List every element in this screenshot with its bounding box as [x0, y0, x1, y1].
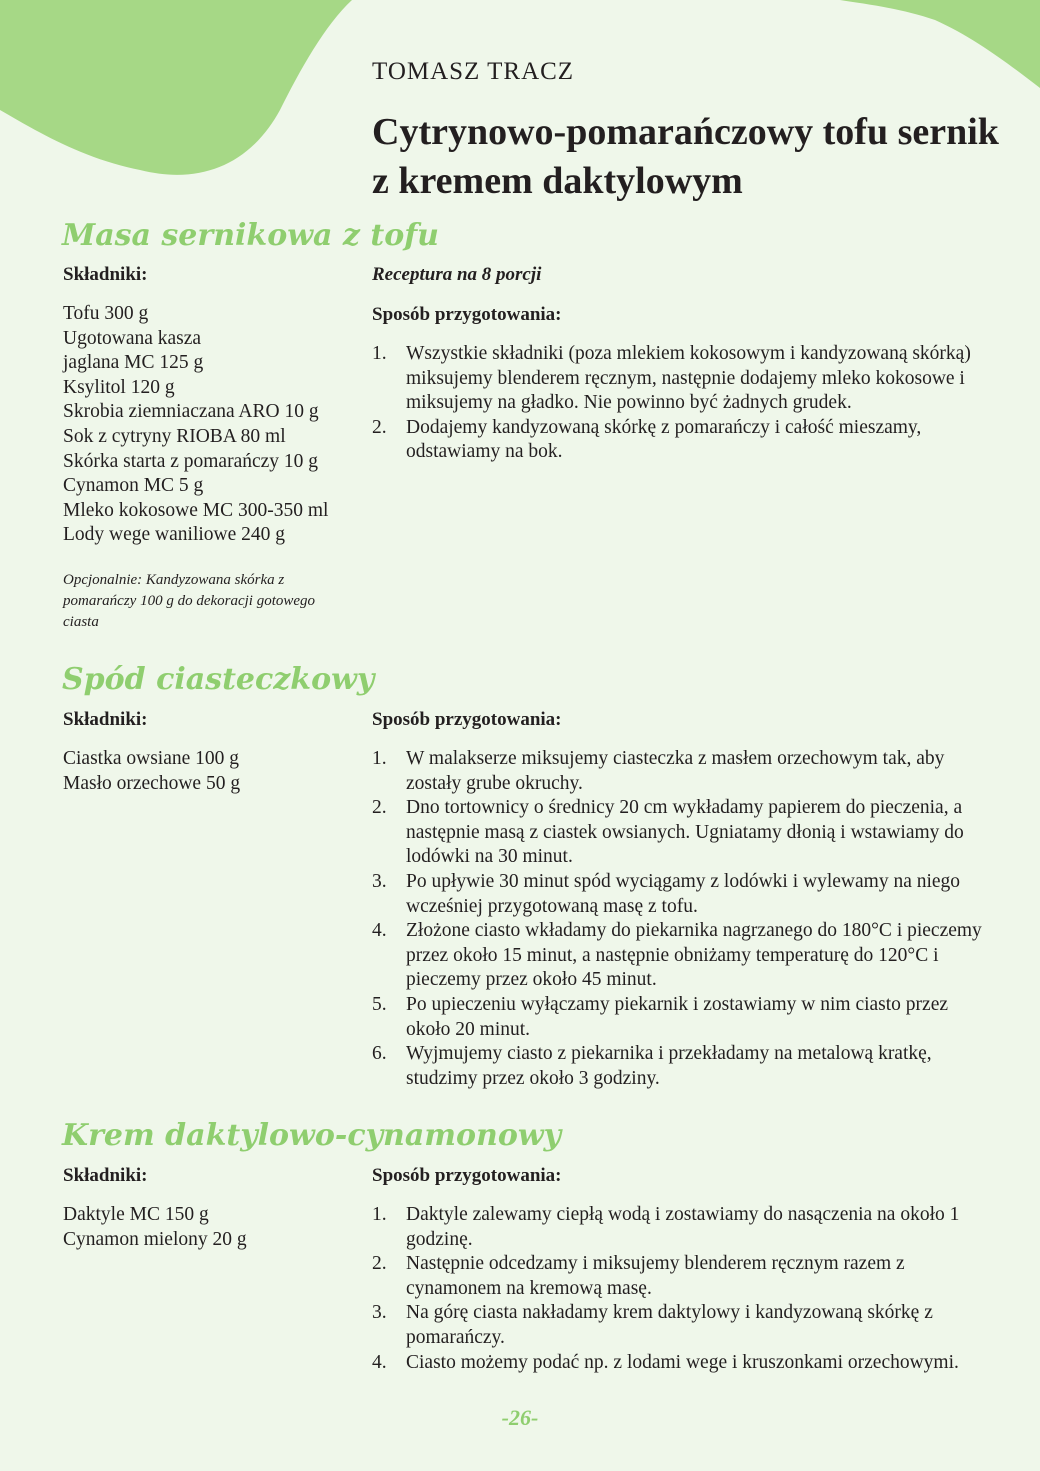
optional-note: Opcjonalnie: Kandyzowana skórka z pomarańczy 100 g do dekoracji gotowego ciasta: [63, 572, 316, 630]
method-label: Sposób przygotowania:: [372, 304, 562, 325]
section-title-cheesecake-mass: Masa sernikowa z tofu: [62, 218, 439, 253]
ingredient-item: Daktyle MC 150 g: [63, 1204, 209, 1225]
step-text: W malakserze miksujemy ciasteczka z masłem orzechowym tak, aby zostały grube okruchy.: [406, 748, 945, 794]
step-number: 4.: [372, 920, 387, 942]
step-item: [372, 870, 992, 919]
ingredient-item: jaglana MC 125 g: [63, 352, 204, 374]
step-text: Dodajemy kandyzowaną skórkę z pomarańczy i całość mieszamy, odstawiamy na bok.: [406, 416, 922, 463]
ingredients-list: [63, 1203, 247, 1252]
ingredient-item: Masło orzechowe 50 g: [63, 772, 241, 794]
step-item: [372, 1301, 992, 1350]
step-item: [372, 1203, 992, 1252]
step-number: 5.: [372, 993, 387, 1015]
method-label: Sposób przygotowania:: [372, 709, 562, 730]
step-text: Złożone ciasto wkładamy do piekarnika nagrzanego do 180°C i pieczemy przez około 15 minut, a następnie obniżamy temperaturę do 120°C i pieczemy przez około 45 minut.: [406, 920, 982, 991]
step-text: Po upieczeniu wyłączamy piekarnik i zostawiamy w nim ciasto przez około 20 minut.: [406, 993, 949, 1040]
page-number: -26-: [501, 1405, 539, 1430]
ingredient-item: Sok z cytryny RIOBA 80 ml: [63, 425, 286, 447]
ingredients-label: Składniki:: [63, 1165, 148, 1186]
section-title-date-cream: Krem daktylowo-cynamonowy: [62, 1118, 562, 1153]
step-number: 1.: [372, 748, 387, 769]
ingredient-item: Cynamon mielony 20 g: [63, 1228, 247, 1250]
step-text: Wszystkie składniki (poza mlekiem kokosowym i kandyzowaną skórką) miksujemy blenderem ręcznym, następnie dodajemy mleko kokosowe i miksujemy na gładko. Nie powinno być żadnych grudek.: [406, 343, 971, 414]
section-title-biscuit-base: Spód ciasteczkowy: [62, 662, 375, 697]
ingredients-list: [63, 747, 240, 796]
step-number: 1.: [372, 1204, 387, 1225]
ingredient-item: Ugotowana kasza: [63, 327, 202, 349]
method-steps: [372, 747, 992, 1091]
ingredient-item: Skórka starta z pomarańczy 10 g: [63, 450, 319, 472]
method-label: Sposób przygotowania:: [372, 1165, 562, 1186]
ingredient-item: Skrobia ziemniaczana ARO 10 g: [63, 401, 319, 423]
step-text: Daktyle zalewamy ciepłą wodą i zostawiamy do nasączenia na około 1 godzinę.: [406, 1204, 960, 1250]
step-number: 6.: [372, 1043, 387, 1065]
step-text: Dno tortownicy o średnicy 20 cm wykładamy papierem do pieczenia, a następnie masą z ciastek owsianych. Ugniatamy dłonią i wstawiamy do lodówki na 30 minut.: [406, 797, 964, 868]
step-item: [372, 1351, 992, 1376]
step-item: [372, 993, 992, 1042]
ingredient-item: Ksylitol 120 g: [63, 376, 175, 398]
step-number: 2.: [372, 797, 387, 819]
ingredient-item: Mleko kokosowe MC 300-350 ml: [63, 499, 329, 521]
step-number: 3.: [372, 870, 387, 892]
author-name: TOMASZ TRACZ: [372, 58, 575, 85]
step-number: 3.: [372, 1302, 387, 1324]
step-text: Na górę ciasta nakładamy krem daktylowy i kandyzowaną skórkę z pomarańczy.: [406, 1302, 933, 1348]
method-steps: [372, 1203, 992, 1375]
step-item: [372, 342, 992, 416]
step-number: 2.: [372, 1253, 387, 1275]
step-number: 1.: [372, 343, 387, 364]
recipe-title: Cytrynowo-pomarańczowy tofu sernik z kremem daktylowym: [372, 111, 999, 202]
step-text: Ciasto możemy podać np. z lodami wege i kruszonkami orzechowymi.: [406, 1351, 959, 1373]
step-text: Wyjmujemy ciasto z piekarnika i przekładamy na metalową kratkę, studzimy przez około 3 godziny.: [406, 1043, 932, 1089]
servings-note: Receptura na 8 porcji: [372, 264, 542, 285]
step-item: [372, 1042, 992, 1091]
step-number: 2.: [372, 416, 387, 438]
step-item: [372, 1252, 992, 1301]
method-steps: [372, 342, 992, 465]
ingredients-list: [63, 302, 328, 548]
step-item: [372, 919, 992, 993]
step-text: Następnie odcedzamy i miksujemy blenderem ręcznym razem z cynamonem na kremową masę.: [406, 1253, 905, 1299]
ingredient-item: Cynamon MC 5 g: [63, 475, 204, 497]
step-item: [372, 796, 992, 870]
ingredient-item: Ciastka owsiane 100 g: [63, 748, 240, 769]
ingredient-item: Lody wege waniliowe 240 g: [63, 524, 286, 546]
ingredients-label: Składniki:: [63, 264, 148, 285]
step-number: 4.: [372, 1351, 387, 1373]
ingredients-label: Składniki:: [63, 709, 148, 730]
step-text: Po upływie 30 minut spód wyciągamy z lodówki i wylewamy na niego wcześniej przygotowaną masę z tofu.: [406, 870, 961, 917]
step-item: [372, 747, 992, 796]
step-item: [372, 416, 992, 465]
ingredient-item: Tofu 300 g: [63, 303, 149, 324]
